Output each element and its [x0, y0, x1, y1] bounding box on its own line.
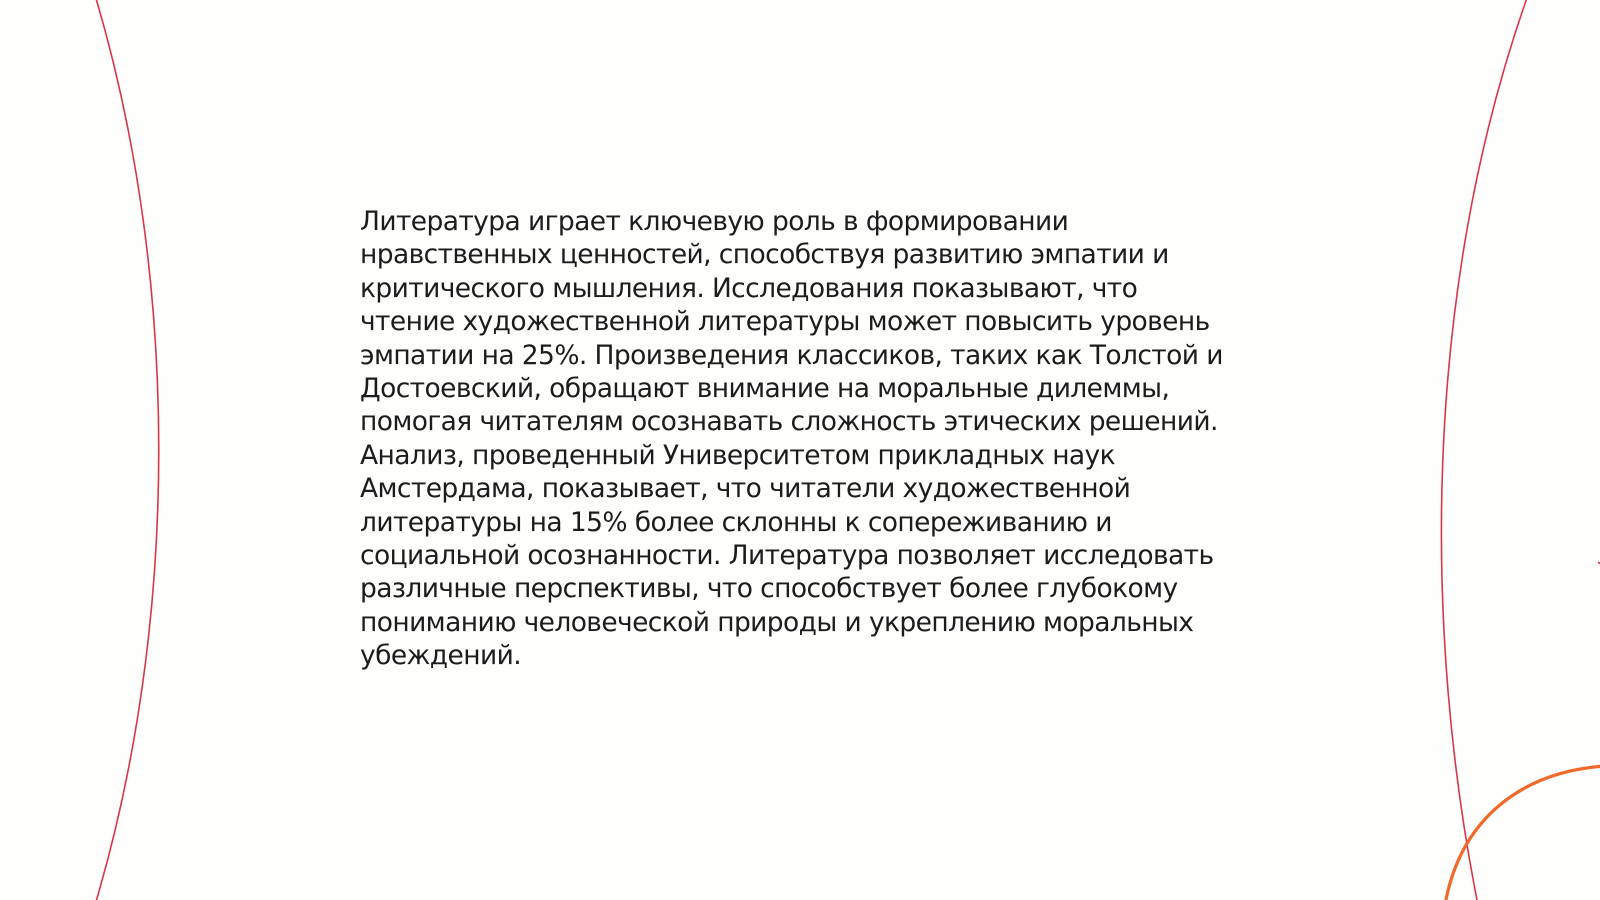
left-curve-line [95, 0, 159, 900]
right-curve-line [1441, 0, 1528, 900]
bottom-right-orange-arc [1445, 766, 1600, 900]
body-text: Литература играет ключевую роль в формировании нравственных ценностей, способствуя развитию эмпатии и критического мышления. Исследования показывают, что чтение художественной литературы может повысить уровень эмпатии на 25%. Произведения классиков, таких как Толстой и Достоевский, обращают внимание на моральные дилеммы, помогая читателям осознавать сложность этических решений. Анализ, проведенный Университетом прикладных наук Амстердама, показывает, что читатели художественной литературы на 15% более склонны к сопереживанию и социальной осознанности. Литература позволяет исследовать различные перспективы, что способствует более глубокому пониманию человеческой природы и укреплению моральных убеждений. [360, 206, 1223, 672]
